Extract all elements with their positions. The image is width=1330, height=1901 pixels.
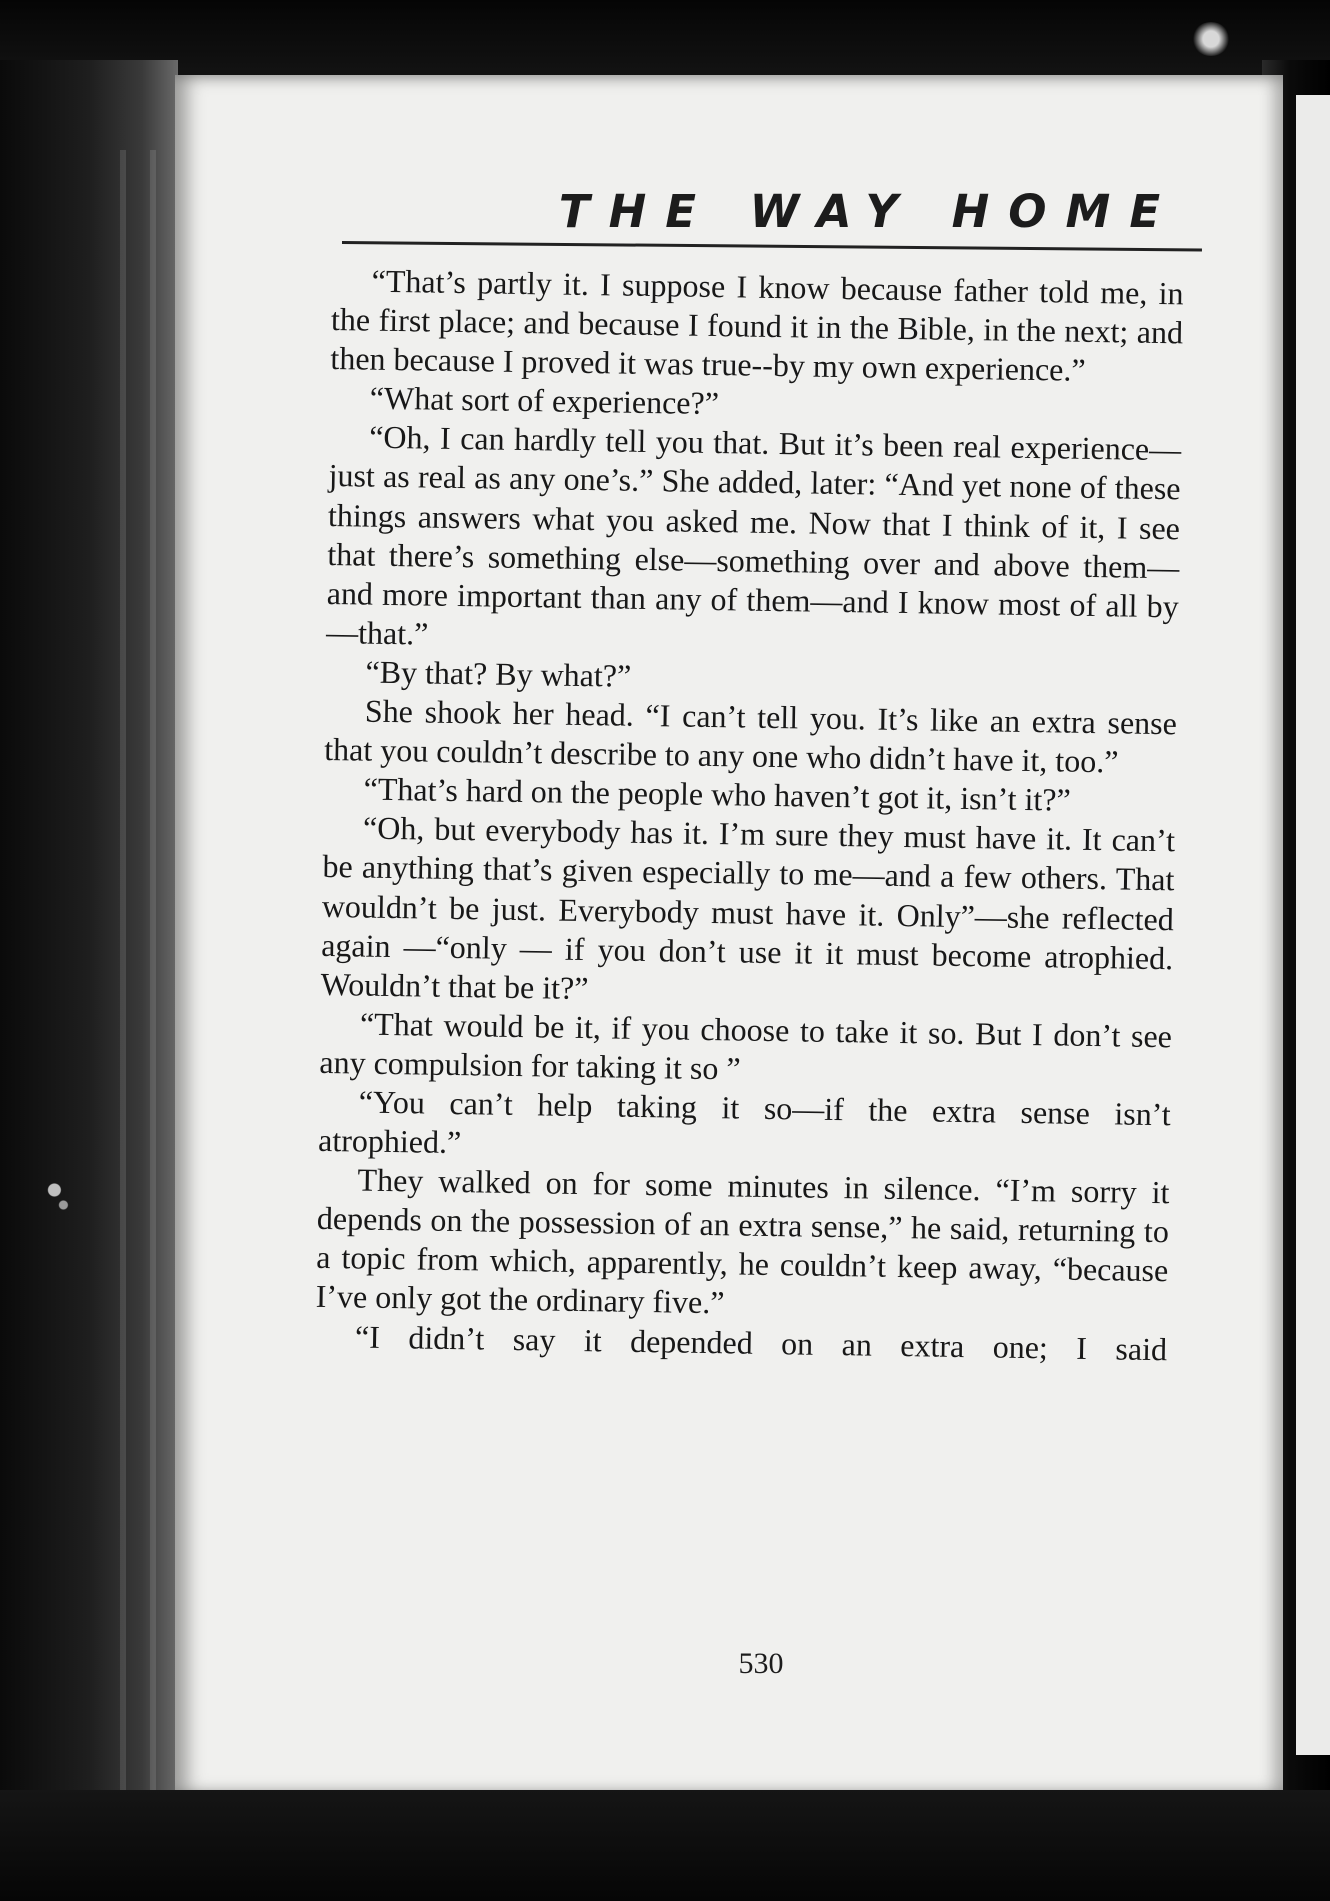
paragraph: “That’s partly it. I suppose I know because father told me, in the first place; and because I found it in the Bible, in the next; and then because I proved it was true--by my own experience.” bbox=[330, 262, 1184, 389]
paragraph: She shook her head. “I can’t tell you. It’s like an extra sense that you couldn’t describe to any one who didn’t have it, too.” bbox=[324, 692, 1178, 780]
gutter-streak bbox=[150, 150, 156, 1850]
next-page-edge bbox=[1296, 95, 1330, 1755]
paragraph: “What sort of experience?” bbox=[369, 379, 720, 422]
scan-blemish bbox=[1192, 22, 1230, 56]
paragraph: “Oh, but everybody has it. I’m sure they must have it. It can’t be anything that’s given especially to me—and a few others. That wouldn’t be just. Everybody must have it. Only”—she reflected again —“only — if you don’t use it it must become atrophied. Wouldn’t that be it?” bbox=[320, 809, 1176, 1006]
running-head: THE WAY HOME bbox=[558, 185, 1180, 238]
scan-border-bottom bbox=[0, 1790, 1330, 1901]
paragraph: “That would be it, if you choose to take it so. But I don’t see any compulsion for taking it so ” bbox=[319, 1005, 1173, 1087]
paragraph: “I didn’t say it depended on an extra one; I said bbox=[354, 1318, 1168, 1367]
scan-dust bbox=[40, 1170, 76, 1220]
header-rule bbox=[342, 241, 1202, 252]
scan-border-top bbox=[0, 0, 1330, 82]
paragraph: “Oh, I can hardly tell you that. But it’s been real experience—just as real as any one’s.” She added, later: “And yet none of these things answers what you asked me. Now that I think of it, I see that there’s something else—something over and above them—and more important than any of them—and I know most of all by—that.” bbox=[325, 418, 1182, 652]
body-text bbox=[315, 261, 1184, 1369]
paragraph: They walked on for some minutes in silence. “I’m sorry it depends on the possession of an extra sense,” he said, returning to a topic from which, apparently, he couldn’t keep away, “because I’ve only got the ordinary five.” bbox=[315, 1161, 1170, 1321]
paragraph: “You can’t help taking it so—if the extra sense isn’t atrophied.” bbox=[317, 1083, 1171, 1161]
book-page bbox=[175, 75, 1283, 1795]
page-number: 530 bbox=[738, 1647, 784, 1680]
paragraph: “That’s hard on the people who haven’t got it, isn’t it?” bbox=[363, 770, 1072, 818]
book-gutter bbox=[0, 60, 178, 1820]
paragraph: “By that? By what?” bbox=[365, 653, 632, 694]
gutter-streak bbox=[120, 150, 126, 1850]
